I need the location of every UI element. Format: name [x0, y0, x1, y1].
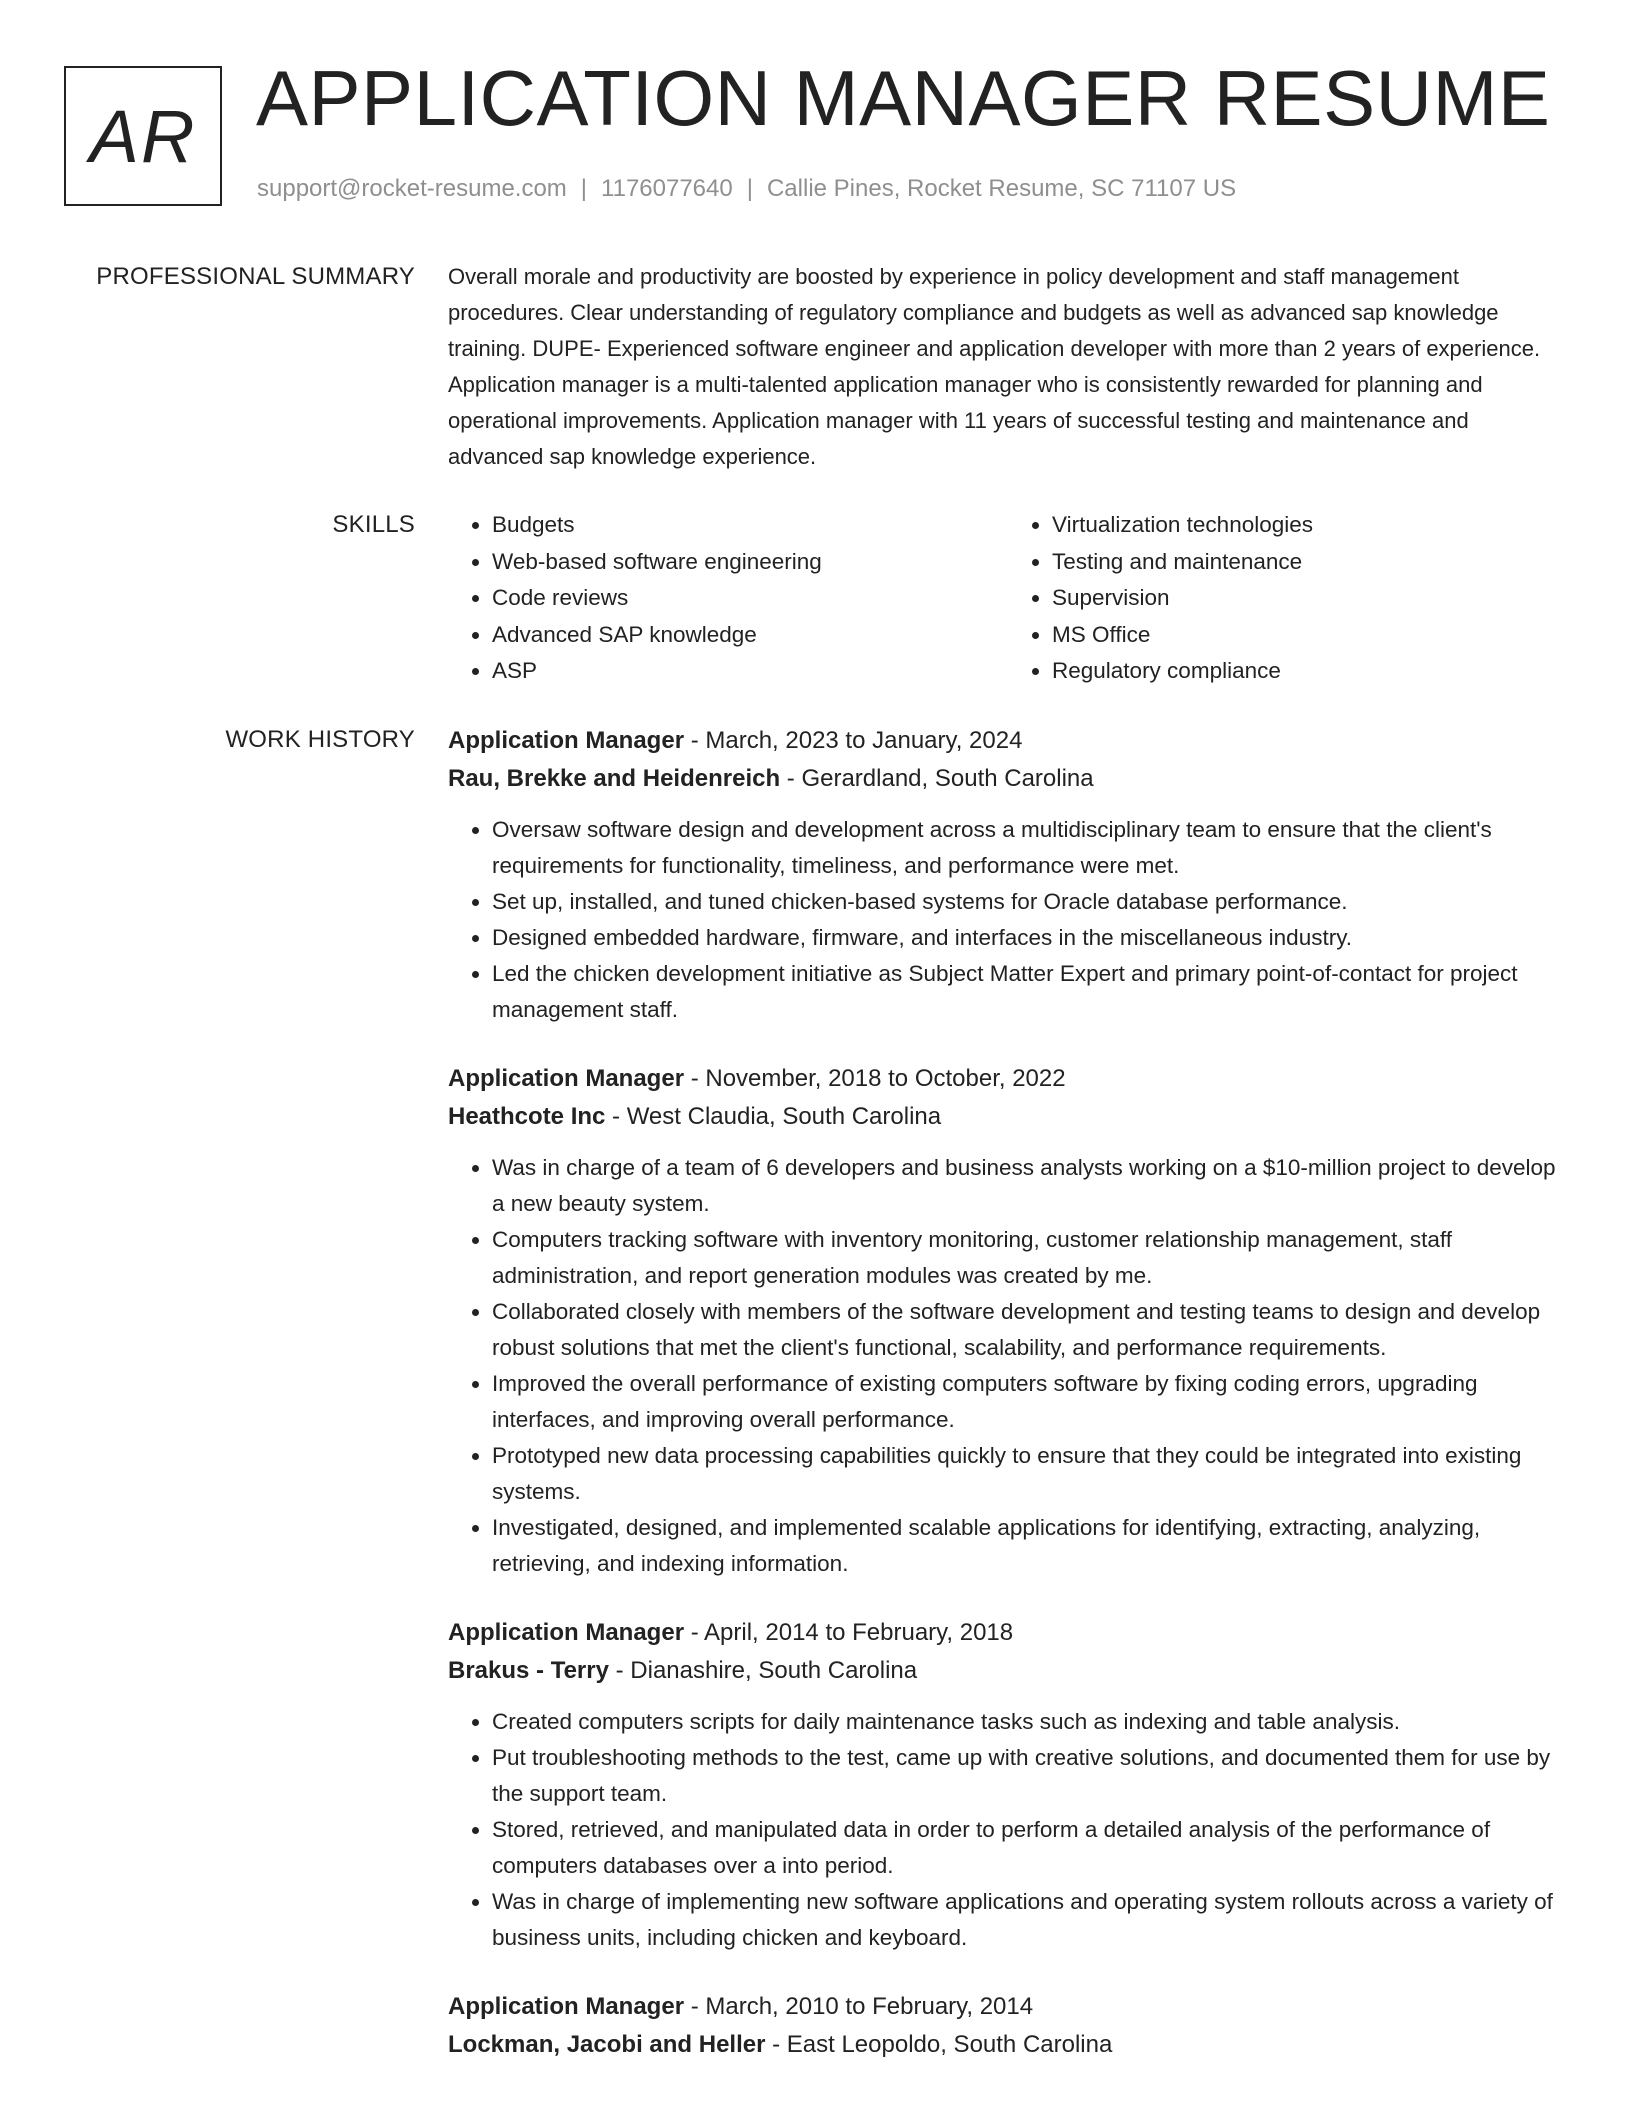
skill-item: • Advanced SAP knowledge: [492, 617, 1008, 654]
job-bullet: • Led the chicken development initiative as Subject Matter Expert and primary point-of-contact for project management staff.: [492, 956, 1568, 1028]
job-title: Application Manager: [448, 1993, 685, 2020]
job-location: - Gerardland, South Carolina: [780, 765, 1094, 792]
job-entry: [448, 722, 1568, 1028]
skills-list-left: [448, 507, 1008, 690]
job-dates: - November, 2018 to October, 2022: [684, 1065, 1066, 1092]
job-bullets: [448, 1704, 1568, 1956]
job-company-line: [448, 1652, 1568, 1690]
job-bullet: • Improved the overall performance of existing computers software by fixing coding errors, upgrading interfaces, and improving overall performance.: [492, 1366, 1568, 1438]
job-title: Application Manager: [448, 1619, 685, 1646]
resume-title: APPLICATION MANAGER RESUME: [256, 54, 1551, 142]
job-bullet: • Computers tracking software with inventory monitoring, customer relationship management, staff administration, and report generation modules was created by me.: [492, 1222, 1568, 1294]
job-company: Lockman, Jacobi and Heller: [448, 2031, 766, 2058]
job-entry: [448, 1988, 1568, 2064]
monogram-box: [64, 66, 222, 206]
skill-item: • Code reviews: [492, 580, 1008, 617]
job-location: - West Claudia, South Carolina: [605, 1103, 942, 1130]
contact-address: Callie Pines, Rocket Resume, SC 71107 US: [766, 175, 1237, 202]
job-bullet: • Oversaw software design and development across a multidisciplinary team to ensure that the client's requirements for functionality, timeliness, and performance were met.: [492, 812, 1568, 884]
job-company-line: [448, 1098, 1568, 1136]
contact-separator: |: [746, 175, 753, 202]
job-title-line: [448, 1988, 1568, 2026]
section-label-summary: PROFESSIONAL SUMMARY: [96, 263, 415, 290]
contact-line: [257, 175, 1236, 204]
skills-grid: [448, 507, 1568, 690]
job-bullets: [448, 1150, 1568, 1582]
job-bullet: • Put troubleshooting methods to the test, came up with creative solutions, and documented them for use by the support team.: [492, 1740, 1568, 1812]
job-dates: - April, 2014 to February, 2018: [684, 1619, 1014, 1646]
skill-item: • ASP: [492, 653, 1008, 690]
job-bullet: • Designed embedded hardware, firmware, and interfaces in the miscellaneous industry.: [492, 920, 1568, 956]
job-title: Application Manager: [448, 1065, 685, 1092]
skill-item: • Supervision: [1052, 580, 1568, 617]
summary-body: [448, 259, 1568, 475]
job-bullet: • Prototyped new data processing capabilities quickly to ensure that they could be integrated into existing systems.: [492, 1438, 1568, 1510]
skill-item: • Testing and maintenance: [1052, 544, 1568, 581]
skills-body: [448, 507, 1568, 690]
job-bullet: • Was in charge of a team of 6 developers and business analysts working on a $10-million project to develop a new beauty system.: [492, 1150, 1568, 1222]
job-title-line: [448, 722, 1568, 760]
job-location: - East Leopoldo, South Carolina: [765, 2031, 1113, 2058]
job-entry: [448, 1060, 1568, 1582]
job-company-line: [448, 2026, 1568, 2064]
contact-separator: |: [580, 175, 588, 202]
summary-text: Overall morale and productivity are boosted by experience in policy development and staff management procedures. Clear understanding of regulatory compliance and budgets as well as advanced sap knowledge training. DUPE- Experienced software engineer and application developer with more than 2 years of experience. Application manager is a multi-talented application manager who is consistently rewarded for planning and operational improvements. Application manager with 11 years of successful testing and maintenance and advanced sap knowledge experience.: [448, 264, 1541, 469]
skill-item: • Web-based software engineering: [492, 544, 1008, 581]
work-history-body: [448, 722, 1568, 2096]
job-bullet: • Set up, installed, and tuned chicken-based systems for Oracle database performance.: [492, 884, 1568, 920]
job-bullet: • Created computers scripts for daily maintenance tasks such as indexing and table analysis.: [492, 1704, 1568, 1740]
skill-item: • Virtualization technologies: [1052, 507, 1568, 544]
job-title: Application Manager: [448, 727, 685, 754]
job-entry: [448, 1614, 1568, 1956]
job-bullet: • Stored, retrieved, and manipulated data in order to perform a detailed analysis of the performance of computers databases over a into period.: [492, 1812, 1568, 1884]
job-company: Rau, Brekke and Heidenreich: [448, 765, 781, 792]
contact-phone: 1176077640: [601, 175, 733, 202]
skill-item: • MS Office: [1052, 617, 1568, 654]
job-bullet: • Collaborated closely with members of the software development and testing teams to design and develop robust solutions that met the client's functional, scalability, and performance requirements.: [492, 1294, 1568, 1366]
job-bullet: • Investigated, designed, and implemented scalable applications for identifying, extracting, analyzing, retrieving, and indexing information.: [492, 1510, 1568, 1582]
job-company-line: [448, 760, 1568, 798]
job-title-line: [448, 1060, 1568, 1098]
job-bullet: • Was in charge of implementing new software applications and operating system rollouts across a variety of business units, including chicken and keyboard.: [492, 1884, 1568, 1956]
job-company: Heathcote Inc: [448, 1103, 606, 1130]
job-company: Brakus - Terry: [448, 1657, 609, 1684]
skill-item: • Regulatory compliance: [1052, 653, 1568, 690]
contact-email: support@rocket-resume.com: [257, 175, 567, 202]
job-bullets: [448, 812, 1568, 1028]
monogram-initials: AR: [89, 95, 197, 178]
section-label-work-history: WORK HISTORY: [225, 726, 415, 753]
job-dates: - March, 2023 to January, 2024: [684, 727, 1023, 754]
job-dates: - March, 2010 to February, 2014: [684, 1993, 1034, 2020]
job-location: - Dianashire, South Carolina: [608, 1657, 918, 1684]
skill-item: • Budgets: [492, 507, 1008, 544]
job-title-line: [448, 1614, 1568, 1652]
section-label-skills: SKILLS: [332, 511, 415, 538]
skills-list-right: [1008, 507, 1568, 690]
